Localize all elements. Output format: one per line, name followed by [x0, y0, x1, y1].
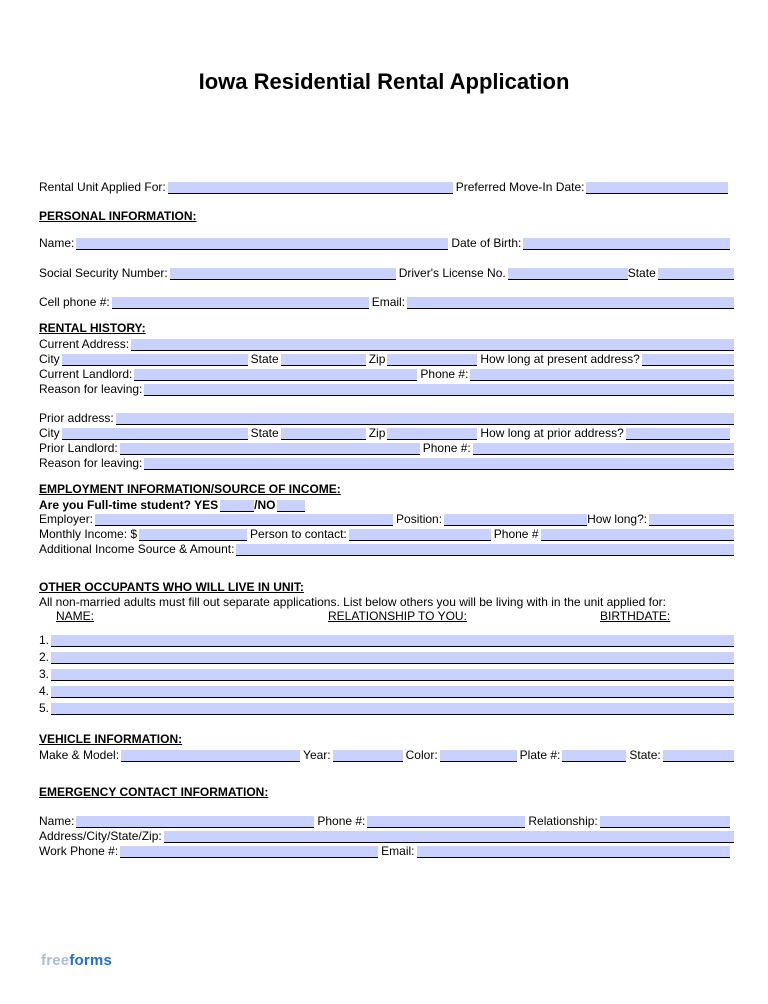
rental-unit-field[interactable] [168, 182, 453, 194]
state-label: State [250, 352, 279, 366]
color-field[interactable] [440, 750, 517, 762]
occupant-row-3 [39, 665, 734, 681]
vehicle-state-field[interactable] [663, 750, 734, 762]
make-model-field[interactable] [121, 750, 300, 762]
occupant-number: 3. [39, 667, 50, 681]
occupant-field-1[interactable] [51, 635, 734, 647]
additional-income-row [39, 540, 734, 556]
plate-field[interactable] [562, 750, 626, 762]
ssn-field[interactable] [170, 268, 396, 280]
prior-landlord-phone-label: Phone #: [422, 441, 471, 455]
move-in-date-field[interactable] [586, 182, 728, 194]
prior-reason-field[interactable] [144, 458, 734, 470]
emergency-email-label: Email: [381, 844, 415, 858]
occupants-heading: OTHER OCCUPANTS WHO WILL LIVE IN UNIT: [39, 580, 304, 594]
prior-landlord-label: Prior Landlord: [39, 441, 118, 455]
emergency-phone-label: Phone #: [317, 814, 366, 828]
how-long-prior-label: How long at prior address? [480, 426, 624, 440]
work-phone-label: Work Phone #: [39, 844, 119, 858]
emergency-name-label: Name: [39, 814, 75, 828]
employment-heading: EMPLOYMENT INFORMATION/SOURCE OF INCOME: [39, 482, 341, 496]
occupant-field-4[interactable] [51, 686, 734, 698]
col-relationship-header: RELATIONSHIP TO YOU: [328, 609, 467, 623]
how-long-label: How long?: [587, 512, 648, 526]
current-reason-field[interactable] [144, 384, 734, 396]
emergency-address-label: Address/City/State/Zip: [39, 829, 162, 843]
license-field[interactable] [508, 268, 628, 280]
freeforms-logo [41, 952, 112, 969]
dob-field[interactable] [523, 238, 730, 250]
license-state-label: State [627, 266, 656, 280]
cell-label: Cell phone #: [39, 295, 110, 309]
current-landlord-row [39, 365, 734, 381]
year-field[interactable] [333, 750, 403, 762]
vehicle-heading: VEHICLE INFORMATION: [39, 732, 183, 746]
occupant-row-2 [39, 648, 734, 664]
rental-unit-label: Rental Unit Applied For: [39, 180, 166, 194]
logo-part-free: free [41, 952, 70, 969]
occupant-row-1 [39, 631, 734, 647]
year-label: Year: [303, 748, 331, 762]
current-city-row [39, 350, 734, 366]
city-label: City [39, 352, 60, 366]
ssn-label: Social Security Number: [39, 266, 168, 280]
license-label: Driver's License No. [398, 266, 506, 280]
prior-address-row [39, 409, 734, 425]
name-field[interactable] [76, 238, 448, 250]
name-label: Name: [39, 236, 75, 250]
employer-phone-label: Phone # [493, 527, 539, 541]
vehicle-state-label: State: [629, 748, 661, 762]
prior-reason-row [39, 454, 734, 470]
occupant-field-3[interactable] [51, 669, 734, 681]
page-title: Iowa Residential Rental Application [198, 69, 570, 94]
rental-unit-row [39, 178, 734, 194]
reason-label: Reason for leaving: [39, 382, 143, 396]
employer-row [39, 510, 734, 526]
email-field[interactable] [407, 297, 734, 309]
current-reason-row [39, 380, 734, 396]
work-phone-field[interactable] [120, 846, 378, 858]
zip-label: Zip [368, 352, 386, 366]
license-state-field[interactable] [658, 268, 734, 280]
col-birthdate-header: BIRTHDATE: [600, 609, 671, 623]
current-landlord-phone-label: Phone #: [420, 367, 469, 381]
emergency-email-field[interactable] [417, 846, 731, 858]
additional-income-field[interactable] [236, 544, 734, 556]
occupant-field-5[interactable] [51, 703, 734, 715]
email-label: Email: [371, 295, 406, 309]
prior-city-row [39, 424, 734, 440]
relationship-label: Relationship: [528, 814, 598, 828]
student-label: Are you Full-time student? YES [39, 498, 219, 512]
vehicle-row [39, 746, 734, 762]
contact-label: Person to contact: [250, 527, 347, 541]
current-landlord-label: Current Landlord: [39, 367, 133, 381]
col-name-header: NAME: [56, 609, 95, 623]
make-label: Make & Model: [39, 748, 120, 762]
prior-address-label: Prior address: [39, 411, 114, 425]
occupant-field-2[interactable] [51, 652, 734, 664]
name-row [39, 234, 734, 250]
occupant-row-4 [39, 682, 734, 698]
move-in-label: Preferred Move-In Date: [455, 180, 585, 194]
student-no-label: /NO [254, 498, 276, 512]
prior-state-label: State [250, 426, 279, 440]
current-address-label: Current Address: [39, 337, 130, 351]
prior-reason-label: Reason for leaving: [39, 456, 143, 470]
personal-heading: PERSONAL INFORMATION: [39, 209, 197, 223]
occupant-number: 1. [39, 633, 50, 647]
income-label: Monthly Income: $ [39, 527, 138, 541]
color-label: Color: [405, 748, 438, 762]
additional-income-label: Additional Income Source & Amount: [39, 542, 235, 556]
logo-part-forms: forms [69, 952, 113, 969]
current-address-row [39, 335, 734, 351]
occupants-note: All non-married adults must fill out separate applications. List below others you will be living with in the unit applied for: [39, 595, 666, 609]
emergency-name-row [39, 812, 734, 828]
emergency-heading: EMERGENCY CONTACT INFORMATION: [39, 785, 269, 799]
occupant-number: 4. [39, 684, 50, 698]
occupant-row-5 [39, 699, 734, 715]
cell-phone-field[interactable] [112, 297, 369, 309]
cell-row [39, 293, 734, 309]
emergency-address-row [39, 827, 734, 843]
ssn-row [39, 264, 734, 280]
occupant-number: 5. [39, 701, 50, 715]
rental-history-heading: RENTAL HISTORY: [39, 321, 146, 335]
plate-label: Plate #: [519, 748, 561, 762]
position-label: Position: [396, 512, 443, 526]
income-row [39, 525, 734, 541]
prior-landlord-row [39, 439, 734, 455]
work-phone-row [39, 842, 734, 858]
prior-city-label: City [39, 426, 60, 440]
prior-zip-label: Zip [368, 426, 386, 440]
how-long-present-label: How long at present address? [480, 352, 640, 366]
employer-label: Employer: [39, 512, 94, 526]
occupant-number: 2. [39, 650, 50, 664]
dob-label: Date of Birth: [451, 236, 522, 250]
